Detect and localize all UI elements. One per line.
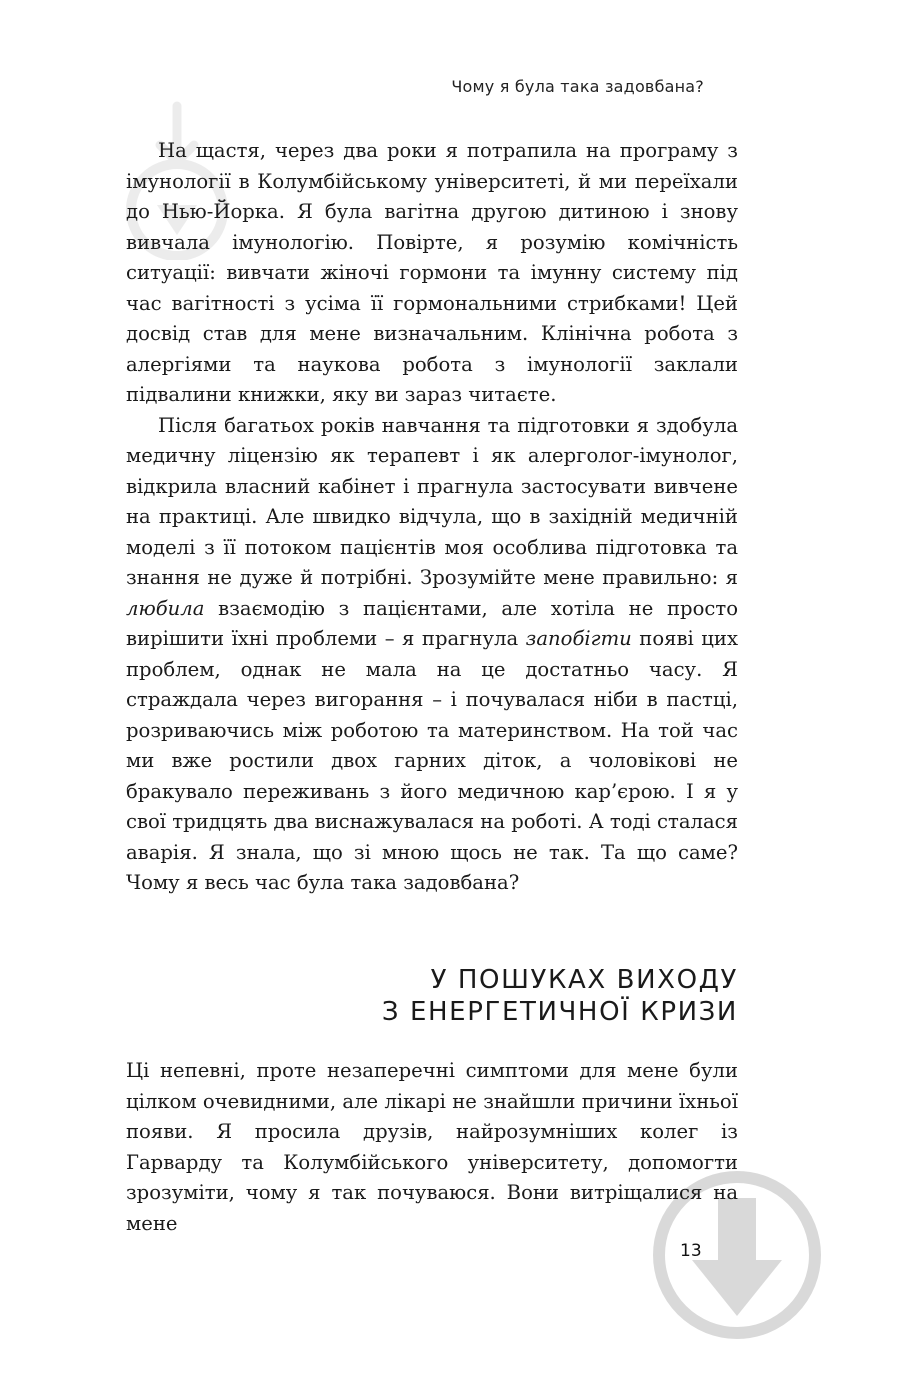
section-heading-line-1: У ПОШУКАХ ВИХОДУ bbox=[430, 965, 738, 995]
page-number: 13 bbox=[680, 1241, 702, 1261]
paragraph-2-part-3: появі цих проблем, однак не мала на це достатньо часу. Я страждала через вигорання – і почувалася ніби в пастці, розриваючись між роботою та материнством. На той час ми вже ростили двох гарних діток, а чоловікові не бракувало переживань з його медичною кар’єрою. І я у свої тридцять два виснажувалася на роботі. А тоді сталася аварія. Я знала, що зі мною щось не так. Та що саме? Чому я весь час була така задовбана? bbox=[126, 627, 738, 894]
running-header: Чому я була така задовбана? bbox=[451, 77, 704, 96]
section-heading-line-2: З ЕНЕРГЕТИЧНОЇ КРИЗИ bbox=[381, 997, 738, 1027]
paragraph-1: На щастя, через два роки я потрапила на програму з імунології в Колумбійському університеті, й ми переїхали до Нью-Йорка. Я була вагітна другою дитиною і знову вивчала імунологію. Повірте, я розумію комічність ситуації: вивчати жіночі гормони та імунну систему під час вагітності з усіма її гормональними стрибками! Цей досвід став для мене визначальним. Клінічна робота з алергіями та наукова робота з імунології заклали підвалини книжки, яку ви зараз читаєте. bbox=[126, 139, 738, 406]
paragraph-3: Ці непевні, проте незаперечні симптоми для мене були цілком очевидними, але лікарі не знайшли причини їхньої появи. Я просила друзів, найрозумніших колег із Гарварду та Колумбійського університету, допомогти зрозуміти, чому я так почуваюся. Вони витріщалися на мене bbox=[126, 1059, 738, 1235]
paragraph-2-emphasis-1: любила bbox=[126, 596, 205, 620]
section-heading bbox=[382, 964, 738, 1028]
paragraph-2-part-2: взаємодію з пацієнтами, але хотіла не просто вирішити їхні проблеми – я прагнула bbox=[126, 596, 738, 650]
paragraph-2-emphasis-2: запобігти bbox=[525, 627, 632, 650]
body-text-top bbox=[126, 136, 738, 899]
body-text-bottom bbox=[126, 1056, 738, 1239]
paragraph-2 bbox=[126, 411, 738, 899]
paragraph-2-part-1: Після багатьох років навчання та підготовки я здобула медичну ліцензію як терапевт і як алерголог-імунолог, відкрила власний кабінет і прагнула застосувати вивчене на практиці. Але швидко відчула, що в західній медичній моделі з її потоком пацієнтів моя особлива підготовка та знання не дуже й потрібні. Зрозумійте мене правильно: я bbox=[126, 413, 738, 589]
